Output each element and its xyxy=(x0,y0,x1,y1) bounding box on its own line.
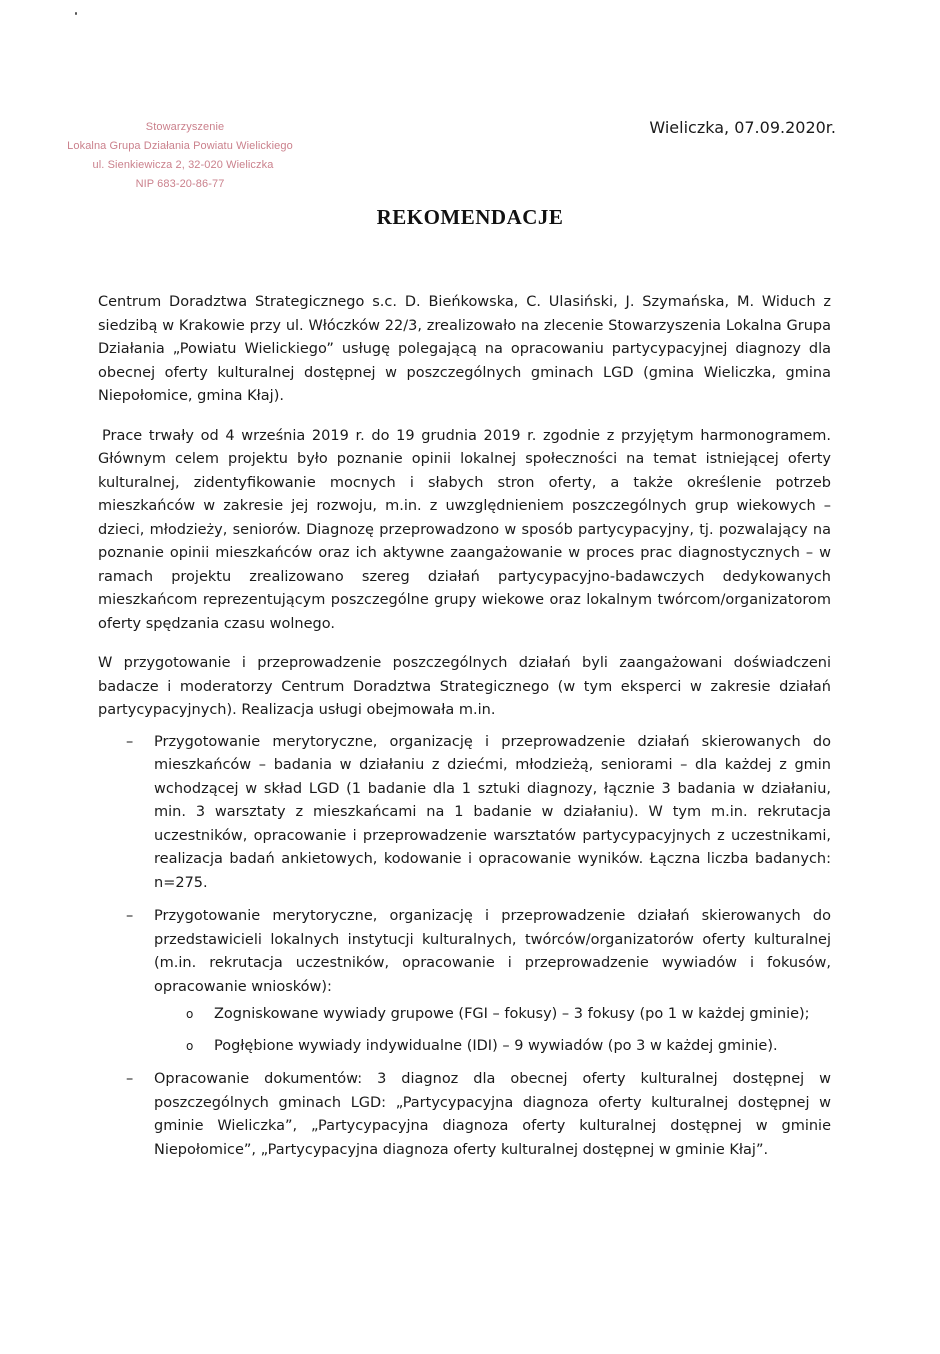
stamp-line-name: Stowarzyszenie xyxy=(145,121,225,133)
paragraph-intro: Centrum Doradztwa Strategicznego s.c. D. Bieńkowska, C. Ulasiński, J. Szymańska, M. Widuch z siedzibą w Krakowie przy ul. Włóczków 22/3, zrealizowało na zlecenie Stowarzyszenia Lokalna Grupa Działania „Powiatu Wielickiego” usługę polegającą na opracowaniu partycypacyjnej diagnozy dla obecnej oferty kulturalnej dostępnej w poszczególnych gminach LGD (gmina Wieliczka, gmina Niepołomice, gmina Kłaj). xyxy=(98,294,831,404)
document-date: Wieliczka, 07.09.2020r. xyxy=(649,118,836,137)
list-item-text: Opracowanie dokumentów: 3 diagnoz dla obecnej oferty kulturalnej dostępnej w poszczególnych gminach LGD: „Partycypacyjna diagnoza oferty kulturalnej dostępnej w gminie Wieliczka”, „Partycypacyjna diagnoza oferty kulturalnej dostępnej w gminie Niepołomice”, „Partycypacyjna diagnoza oferty kulturalnej dostępnej w gminie Kłaj”. xyxy=(154,1071,831,1158)
sub-list-item xyxy=(154,1035,831,1059)
stamp-line-address: ul. Sienkiewicza 2, 32-020 Wieliczka xyxy=(92,159,274,171)
circle-bullet: o xyxy=(186,1007,194,1021)
sub-list-item-text: Zogniskowane wywiady grupowe (FGI – fokusy) – 3 fokusy (po 1 w każdej gminie); xyxy=(214,1006,810,1022)
scan-speck xyxy=(75,12,77,15)
list-item xyxy=(98,1068,831,1162)
sub-list xyxy=(154,1003,831,1058)
stamp-line-nip: NIP 683-20-86-77 xyxy=(135,178,225,190)
paragraph-team: W przygotowanie i przeprowadzenie poszczególnych działań byli zaangażowani doświadczeni badacze i moderatorzy Centrum Doradztwa Strategicznego (w tym eksperci w zakresie działań partycypacyjnych). Realizacja usługi obejmowała m.in. xyxy=(98,655,831,718)
list-item-text: Przygotowanie merytoryczne, organizację i przeprowadzenie działań skierowanych do mieszkańców – badania w działaniu z dziećmi, młodzieżą, seniorami – dla każdej z gmin wchodzącej w skład LGD (1 badanie dla 1 sztuki diagnozy, łącznie 3 badania w działaniu, min. 3 warsztaty z mieszkańcami na 1 badanie w działaniu). W tym m.in. rekrutacja uczestników, opracowanie i przeprowadzenie warsztatów partycypacyjnych z uczestnikami, realizacja badań ankietowych, kodowanie i opracowanie wyników. Łączna liczba badanych: n=275. xyxy=(154,733,831,891)
organization-stamp xyxy=(60,118,300,194)
list-item xyxy=(98,905,831,1058)
circle-bullet: o xyxy=(186,1038,194,1053)
document-body xyxy=(98,291,831,1172)
document-title: REKOMENDACJE xyxy=(376,205,564,229)
paragraph-scope: Prace trwały od 4 września 2019 r. do 19 grudnia 2019 r. zgodnie z przyjętym harmonogramem. Głównym celem projektu było poznanie opinii lokalnej społeczności na temat istniejącej oferty kulturalnej, zidentyfikowanie mocnych i słabych stron oferty, a także określenie potrzeb mieszkańców w zakresie jej rozwoju, m.in. z uwzględnieniem poszczególnych grup wiekowych – dzieci, młodzieży, seniorów. Diagnozę przeprowadzono w sposób partycypacyjny, tj. pozwalający na poznanie opinii mieszkańców oraz ich aktywne zaangażowanie w proces prac diagnostycznych – w ramach projektu zrealizowano szereg działań partycypacyjno-badawczych dedykowanych mieszkańcom reprezentującym poszczególne grupy wiekowe oraz lokalnym twórcom/organizatorom oferty spędzania czasu wolnego. xyxy=(98,427,831,632)
services-list xyxy=(98,731,831,1163)
dash-bullet: – xyxy=(126,733,134,750)
list-item-text: Przygotowanie merytoryczne, organizację i przeprowadzenie działań skierowanych do przedstawicieli lokalnych instytucji kulturalnych, twórców/organizatorów oferty kulturalnej (m.in. rekrutacja uczestników, opracowanie i przeprowadzenie wywiadów i fokusów, opracowanie wniosków): xyxy=(154,908,831,995)
dash-bullet: – xyxy=(126,908,134,924)
stamp-line-org: Lokalna Grupa Działania Powiatu Wielickiego xyxy=(67,140,293,152)
sub-list-item-text: Pogłębione wywiady indywidualne (IDI) – 9 wywiadów (po 3 w każdej gminie). xyxy=(214,1037,778,1054)
list-item xyxy=(98,731,831,896)
sub-list-item xyxy=(154,1003,831,1027)
dash-bullet: – xyxy=(126,1071,134,1087)
